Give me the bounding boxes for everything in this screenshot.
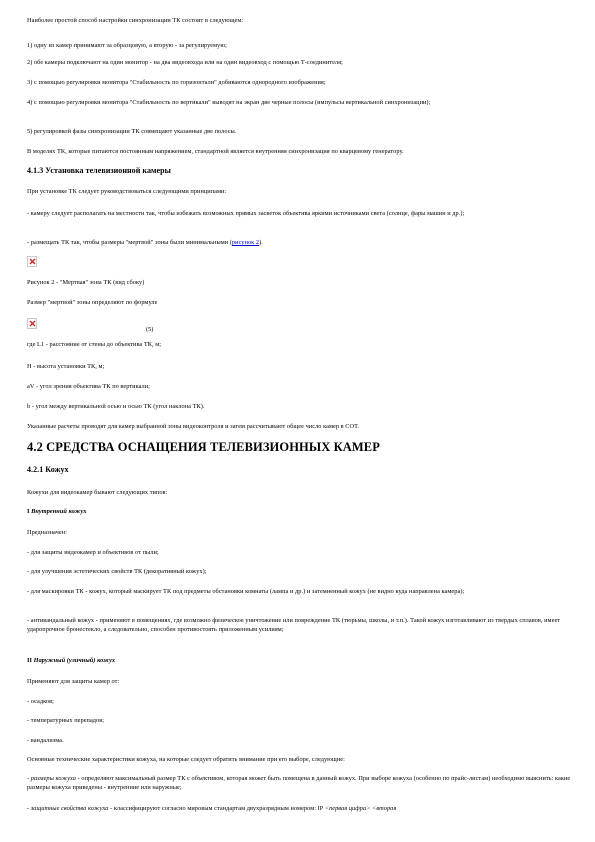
list-item: - камеру следует располагать на местности так, чтобы избежать возможных прямых засветок объектива яркими источниками света (солнце, фары машин и др.); bbox=[27, 210, 465, 217]
list-item: 3) с помощью регулировки монитора "Стабильность по горизонтали" добиваются однородного изображения; bbox=[27, 79, 326, 86]
list-item: - антивандальный кожух - применяют в помещениях, где возможно физическое уничтожение или повреждение ТК (тюрьмы, школы, и т.п.). Такой кожух изготавливают из твердых сплавов, имеет ударопрочное бронестекло, а следовательно, способен противостоять приложенным усилиям; bbox=[27, 617, 561, 633]
paragraph: При установке ТК следует руководствоваться следующими принципами: bbox=[27, 188, 227, 195]
subsection-title: Внутренний кожух bbox=[31, 508, 87, 515]
paragraph: В моделях ТК, которые питаются постоянным напряжением, стандартной является внутренняя синхронизация по кварцевому генератору. bbox=[27, 148, 404, 155]
paragraph: Применяют для защиты камер от: bbox=[27, 678, 120, 685]
list-item: 4) с помощью регулировки монитора "Стабильность по вертикали" выводят на экран две черные полосы (импульсы вертикальной синхронизации); bbox=[27, 99, 431, 106]
paragraph: Предназначен: bbox=[27, 529, 67, 536]
list-item-text: - размещать ТК так, чтобы размеры "мертвой" зоны были минимальными ( bbox=[27, 239, 232, 246]
list-item: - осадков; bbox=[27, 698, 54, 705]
list-item-text: ). bbox=[259, 239, 263, 246]
term: - размеры кожуха bbox=[27, 775, 76, 782]
paragraph: Размер "мертвой" зоны определяют по формуле bbox=[27, 299, 158, 306]
list-item-text: <первая цифра> <вторая bbox=[324, 805, 397, 812]
list-item bbox=[27, 804, 575, 813]
paragraph: Кожухи для видеокамер бывают следующих типов: bbox=[27, 489, 168, 496]
term: - защитные свойства кожуха bbox=[27, 805, 109, 812]
list-item-text: - определяют максимальный размер ТК с объективом, которая может быть помещена в данный кожух. При выборе кожуха (особенно по прайс-листам) необходимо выяснить: какие размеры кожуха приведены - внутренние или наружные; bbox=[27, 775, 571, 791]
broken-image-icon bbox=[27, 318, 37, 329]
list-item: 1) одну из камер принимают за образцовую, а вторую - за регулируемую; bbox=[27, 42, 227, 49]
section-heading: 4.2.1 Кожух bbox=[27, 465, 69, 474]
broken-image-icon bbox=[27, 256, 37, 267]
list-item: - температурных перепадов; bbox=[27, 717, 105, 724]
subsection-heading bbox=[27, 507, 575, 516]
roman-numeral: I bbox=[27, 508, 32, 515]
paragraph: аV - угол зрения объектива ТК по вертикали; bbox=[27, 383, 150, 390]
paragraph: Основные технические характеристики кожуха, на которые следует обратить внимание при его выборе, следующие: bbox=[27, 756, 345, 763]
formula-number: (5) bbox=[146, 326, 154, 333]
figure-caption: Рисунок 2 - "Мертвая" зона ТК (вид сбоку) bbox=[27, 279, 145, 286]
list-item: - для маскировки ТК - кожух, который маскирует ТК под предметы обстановки комнаты (лампа и др.) и затемненный кожух (не видно куда направлена камера); bbox=[27, 588, 465, 595]
paragraph: Указанные расчеты проводят для камер выбранной зоны видеоконтроля и затем рассчитывают общее число камер в СОТ. bbox=[27, 423, 360, 430]
paragraph: b - угол между вертикальной осью и осью ТК (угол наклона ТК). bbox=[27, 403, 205, 410]
list-item-text: - классифицируют согласно мировым стандартам двухразрядным номером: IP bbox=[108, 805, 325, 812]
list-item: - для улучшения эстетических свойств ТК (декоративный кожух); bbox=[27, 568, 207, 575]
list-item bbox=[27, 238, 575, 247]
list-item: 2) обе камеры подключают на один монитор - на два видеовхода или на один видеовход с помощью Т-соединителя; bbox=[27, 59, 343, 66]
list-item: - для защиты видеокамер и объективов от пыли; bbox=[27, 549, 159, 556]
paragraph: Н - высота установки ТК, м; bbox=[27, 363, 105, 370]
roman-numeral: II bbox=[27, 657, 34, 664]
subsection-heading bbox=[27, 656, 575, 665]
subsection-title: Наружный (уличный) кожух bbox=[33, 657, 116, 664]
paragraph: где L1 - расстояние от стены до объектива ТК, м; bbox=[27, 341, 162, 348]
chapter-heading: 4.2 СРЕДСТВА ОСНАЩЕНИЯ ТЕЛЕВИЗИОННЫХ КАМЕР bbox=[27, 440, 380, 454]
paragraph: Наиболее простой способ настройки синхронизации ТК состоит в следующем: bbox=[27, 17, 244, 24]
list-item: - вандализма. bbox=[27, 737, 64, 744]
figure-link[interactable]: рисунок 2 bbox=[231, 239, 260, 246]
section-heading: 4.1.3 Установка телевизионной камеры bbox=[27, 166, 171, 175]
list-item bbox=[27, 774, 575, 792]
list-item: 5) регулировкой фазы синхронизации ТК совмещают указанные две полосы. bbox=[27, 128, 237, 135]
